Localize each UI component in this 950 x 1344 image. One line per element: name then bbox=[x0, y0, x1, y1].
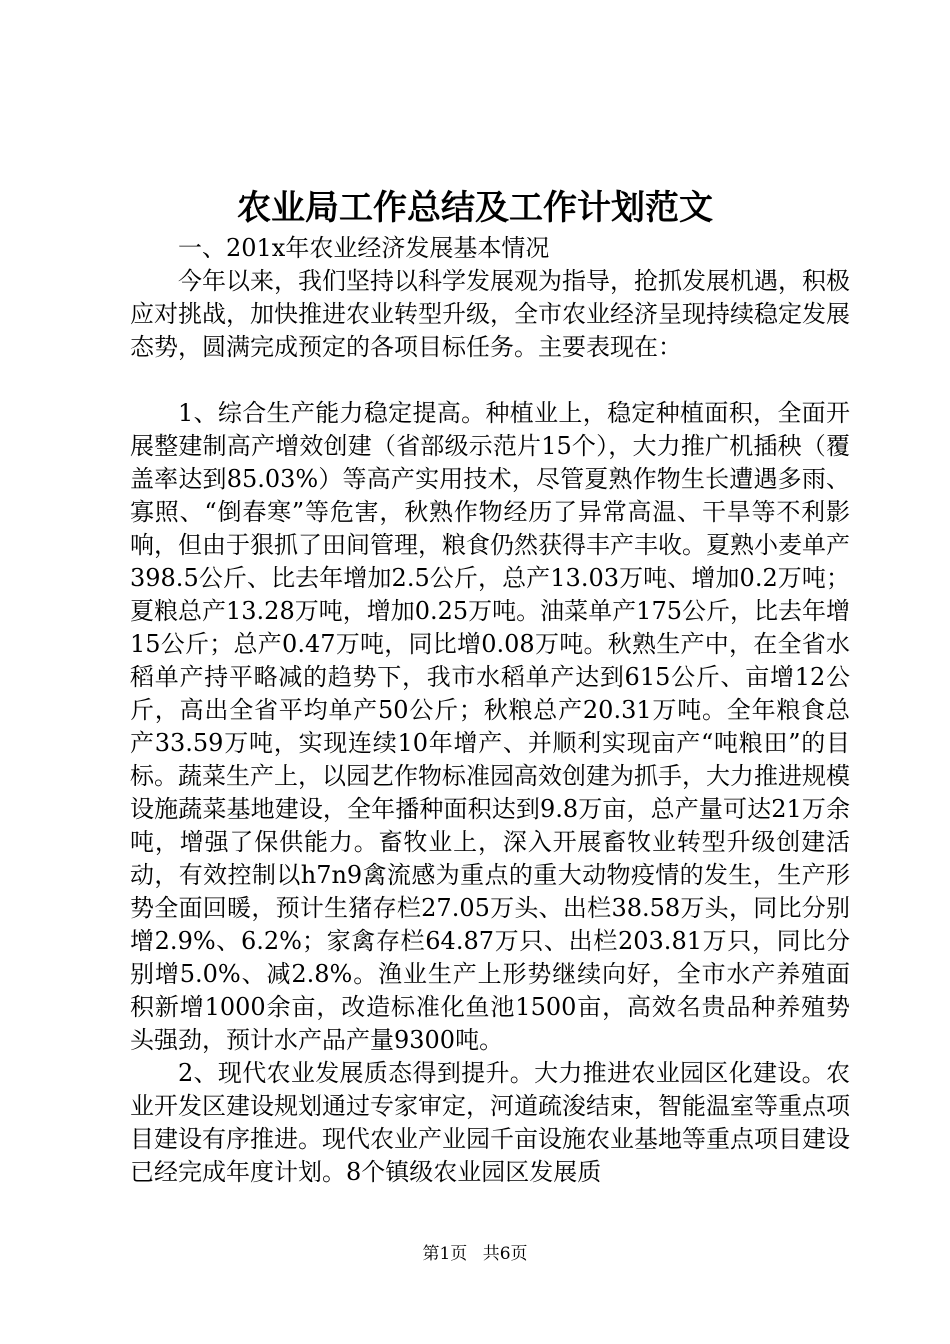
document-title: 农业局工作总结及工作计划范文 bbox=[237, 188, 713, 228]
paragraph-production-capacity: 1、综合生产能力稳定提高。种植业上，稳定种植面积，全面开展整建制高产增效创建（省部级示范片15个），大力推广机插秧（覆盖率达到85.03%）等高产实用技术，尽管夏熟作物生长遭遇多雨、寡照、“倒春寒”等危害，秋熟作物经历了异常高温、干旱等不利影响，但由于狠抓了田间管理，粮食仍然获得丰产丰收。夏熟小麦单产398.5公斤、比去年增加2.5公斤，总产13.03万吨、增加0.2万吨；夏粮总产13.28万吨，增加0.25万吨。油菜单产175公斤，比去年增15公斤；总产0.47万吨，同比增0.08万吨。秋熟生产中，在全省水稻单产持平略减的趋势下，我市水稻单产达到615公斤、亩增12公斤，高出全省平均单产50公斤；秋粮总产20.31万吨。全年粮食总产33.59万吨，实现连续10年增产、并顺利实现亩产“吨粮田”的目标。蔬菜生产上，以园艺作物标准园高效创建为抓手，大力推进规模设施蔬菜基地建设，全年播种面积达到9.8万亩，总产量可达21万余吨，增强了保供能力。畜牧业上，深入开展畜牧业转型升级创建活动，有效控制以h7n9禽流感为重点的重大动物疫情的发生，生产形势全面回暖，预计生猪存栏27.05万头、出栏38.58万头，同比分别增2.9%、6.2%；家禽存栏64.87万只、出栏203.81万只，同比分别增5.0%、减2.8%。渔业生产上形势继续向好，全市水产养殖面积新增1000余亩，改造标准化鱼池1500亩，高效名贵品种养殖势头强劲，预计水产品产量9300吨。 bbox=[130, 399, 850, 1054]
paragraph-modern-agriculture: 2、现代农业发展质态得到提升。大力推进农业园区化建设。农业开发区建设规划通过专家审定，河道疏浚结束，智能温室等重点项目建设有序推进。现代农业产业园千亩设施农业基地等重点项目建设已经完成年度计划。8个镇级农业园区发展质 bbox=[130, 1059, 850, 1186]
document-body bbox=[130, 232, 850, 1189]
page-footer bbox=[0, 1242, 950, 1266]
page-total: 共6页 bbox=[482, 1244, 528, 1264]
paragraph-intro: 今年以来，我们坚持以科学发展观为指导，抢抓发展机遇，积极应对挑战，加快推进农业转型升级，全市农业经济呈现持续稳定发展态势，圆满完成预定的各项目标任务。主要表现在： bbox=[130, 267, 850, 361]
section-heading: 一、201x年农业经济发展基本情况 bbox=[178, 234, 550, 262]
page-number: 第1页 bbox=[422, 1244, 468, 1264]
